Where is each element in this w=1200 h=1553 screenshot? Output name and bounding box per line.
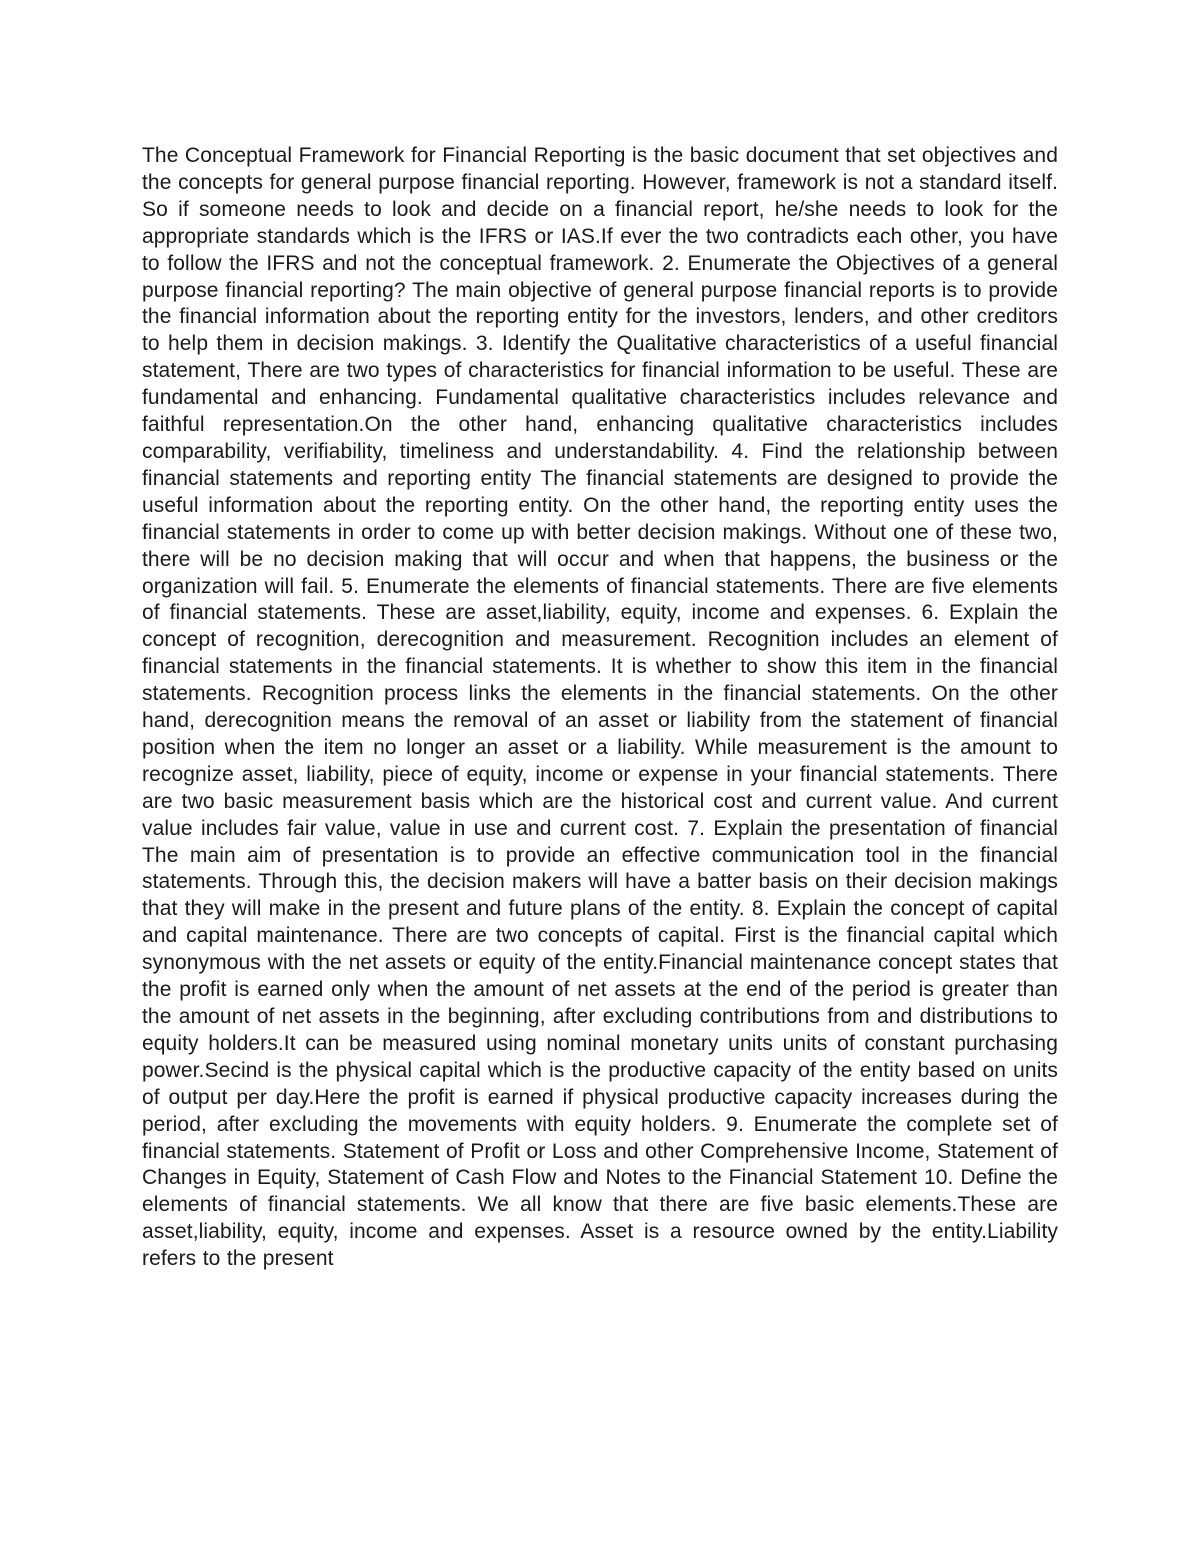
body-paragraph: The Conceptual Framework for Financial Reporting is the basic document that set objectives and the concepts for general purpose financial reporting. However, framework is not a standard itself. So if someone needs to look and decide on a financial report, he/she needs to look for the appropriate standards which is the IFRS or IAS.If ever the two contradicts each other, you have to follow the IFRS and not the conceptual framework. 2. Enumerate the Objectives of a general purpose financial reporting? The main objective of general purpose financial reports is to provide the financial information about the reporting entity for the investors, lenders, and other creditors to help them in decision makings. 3. Identify the Qualitative characteristics of a useful financial statement, There are two types of characteristics for financial information to be useful. These are fundamental and enhancing. Fundamental qualitative characteristics includes relevance and faithful representation.On the other hand, enhancing qualitative characteristics includes comparability, verifiability, timeliness and understandability. 4. Find the relationship between financial statements and reporting entity The financial statements are designed to provide the useful information about the reporting entity. On the other hand, the reporting entity uses the financial statements in order to come up with better decision makings. Without one of these two, there will be no decision making that will occur and when that happens, the business or the organization will fail. 5. Enumerate the elements of financial statements. There are five elements of financial statements. These are asset,liability, equity, income and expenses. 6. Explain the concept of recognition, derecognition and measurement. Recognition includes an element of financial statements in the financial statements. It is whether to show this item in the financial statements. Recognition process links the elements in the financial statements. On the other hand, derecognition means the removal of an asset or liability from the statement of financial position when the item no longer an asset or a liability. While measurement is the amount to recognize asset, liability, piece of equity, income or expense in your financial statements. There are two basic measurement basis which are the historical cost and current value. And current value includes fair value, value in use and current cost. 7. Explain the presentation of financial The main aim of presentation is to provide an effective communication tool in the financial statements. Through this, the decision makers will have a batter basis on their decision makings that they will make in the present and future plans of the entity. 8. Explain the concept of capital and capital maintenance. There are two concepts of capital. First is the financial capital which synonymous with the net assets or equity of the entity.Financial maintenance concept states that the profit is earned only when the amount of net assets at the end of the period is greater than the amount of net assets in the beginning, after excluding contributions from and distributions to equity holders.It can be measured using nominal monetary units units of constant purchasing power.Secind is the physical capital which is the productive capacity of the entity based on units of output per day.Here the profit is earned if physical productive capacity increases during the period, after excluding the movements with equity holders. 9. Enumerate the complete set of financial statements. Statement of Profit or Loss and other Comprehensive Income, Statement of Changes in Equity, Statement of Cash Flow and Notes to the Financial Statement 10. Define the elements of financial statements. We all know that there are five basic elements.These are asset,liability, equity, income and expenses. Asset is a resource owned by the entity.Liability refers to the present xyxy=(142,144,1058,1271)
